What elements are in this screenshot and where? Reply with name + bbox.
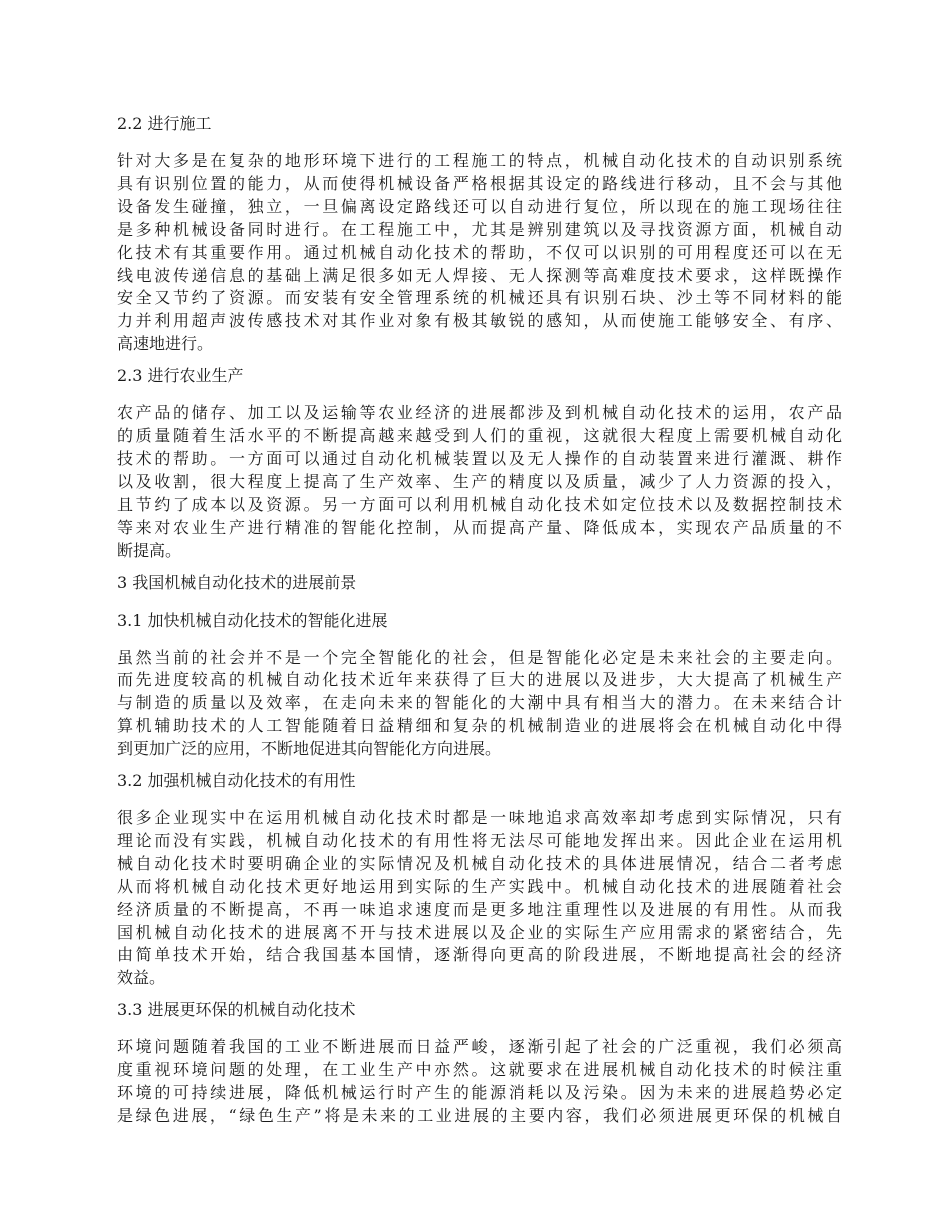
text-line: 具有识别位置的能力，从而使得机械设备严格根据其设定的路线进行移动，且不会与其他 xyxy=(117,173,842,193)
section-3-1 xyxy=(117,609,842,762)
text-line: 技术的帮助。一方面可以通过自动化机械装置以及无人操作的自动装置来进行灌溉、耕作 xyxy=(117,448,842,468)
text-line: 是绿色进展，“绿色生产”将是未来的工业进展的主要内容，我们必须进展更环保的机械自 xyxy=(117,1106,842,1125)
document-body xyxy=(117,112,842,1136)
section-heading: 3.2 加强机械自动化技术的有用性 xyxy=(117,771,356,791)
text-line: 从而将机械自动化技术更好地运用到实际的生产实践中。机械自动化技术的进展随着社会 xyxy=(117,876,842,896)
paragraph xyxy=(117,807,842,990)
section-heading: 2.3 进行农业生产 xyxy=(117,366,244,386)
section-3-3 xyxy=(117,998,842,1128)
text-line: 算机辅助技术的人工智能随着日益精细和复杂的机械制造业的进展将会在机械自动化中得 xyxy=(117,716,842,736)
text-line: 高速地进行。 xyxy=(117,334,214,354)
text-line: 而先进度较高的机械自动化技术近年来获得了巨大的进展以及进步，大大提高了机械生产 xyxy=(117,670,842,690)
text-line: 化技术有其重要作用。通过机械自动化技术的帮助，不仅可以识别的可用程度还可以在无 xyxy=(117,242,842,262)
text-line: 与制造的质量以及效率，在走向未来的智能化的大潮中具有相当大的潜力。在未来结合计 xyxy=(117,693,842,713)
text-line: 设备发生碰撞，独立，一旦偏离设定路线还可以自动进行复位，所以现在的施工现场往往 xyxy=(117,196,842,216)
section-heading: 3.1 加快机械自动化技术的智能化进展 xyxy=(117,610,388,630)
paragraph xyxy=(117,1036,842,1128)
text-line: 由简单技术开始，结合我国基本国情，逐渐得向更高的阶段进展，不断地提高社会的经济 xyxy=(117,945,842,965)
section-2-3 xyxy=(117,364,842,562)
paragraph xyxy=(117,402,842,562)
text-line: 力并利用超声波传感技术对其作业对象有极其敏锐的感知，从而使施工能够安全、有序、 xyxy=(117,311,842,331)
text-line: 到更加广泛的应用，不断地促进其向智能化方向进展。 xyxy=(117,739,502,759)
text-line: 断提高。 xyxy=(117,540,182,560)
text-line: 很多企业现实中在运用机械自动化技术时都是一味地追求高效率却考虑到实际情况，只有 xyxy=(117,808,842,828)
text-line: 安全又节约了资源。而安装有安全管理系统的机械还具有识别石块、沙土等不同材料的能 xyxy=(117,288,842,308)
paragraph xyxy=(117,150,842,356)
section-heading: 2.2 进行施工 xyxy=(117,114,212,133)
text-line: 环境的可持续进展，降低机械运行时产生的能源消耗以及污染。因为未来的进展趋势必定 xyxy=(117,1083,842,1103)
text-line: 效益。 xyxy=(117,968,166,988)
text-line: 的质量随着生活水平的不断提高越来越受到人们的重视，这就很大程度上需要机械自动化 xyxy=(117,426,842,446)
text-line: 线电波传递信息的基础上满足很多如无人焊接、无人探测等高难度技术要求，这样既操作 xyxy=(117,265,842,285)
text-line: 且节约了成本以及资源。另一方面可以利用机械自动化技术如定位技术以及数据控制技术 xyxy=(117,494,842,514)
text-line: 经济质量的不断提高，不再一味追求速度而是更多地注重理性以及进展的有用性。从而我 xyxy=(117,899,842,919)
section-heading: 3 我国机械自动化技术的进展前景 xyxy=(117,572,357,592)
section-2-2 xyxy=(117,112,842,356)
section-3-2 xyxy=(117,769,842,990)
text-line: 针对大多是在复杂的地形环境下进行的工程施工的特点，机械自动化技术的自动识别系统 xyxy=(117,151,842,170)
section-heading: 3.3 进展更环保的机械自动化技术 xyxy=(117,1000,356,1020)
text-line: 等来对农业生产进行精准的智能化控制，从而提高产量、降低成本，实现农产品质量的不 xyxy=(117,517,842,537)
text-line: 是多种机械设备同时进行。在工程施工中，尤其是辨别建筑以及寻找资源方面，机械自动 xyxy=(117,219,842,239)
text-line: 理论而没有实践，机械自动化技术的有用性将无法尽可能地发挥出来。因此企业在运用机 xyxy=(117,830,842,850)
section-3 xyxy=(117,571,842,595)
text-line: 械自动化技术时要明确企业的实际情况及机械自动化技术的具体进展情况，结合二者考虑 xyxy=(117,853,842,873)
paragraph xyxy=(117,647,842,762)
text-line: 虽然当前的社会并不是一个完全智能化的社会，但是智能化必定是未来社会的主要走向。 xyxy=(117,647,842,667)
text-line: 环境问题随着我国的工业不断进展而日益严峻，逐渐引起了社会的广泛重视，我们必须高 xyxy=(117,1037,842,1057)
text-line: 度重视环境问题的处理，在工业生产中亦然。这就要求在进展机械自动化技术的时候注重 xyxy=(117,1060,842,1080)
text-line: 国机械自动化技术的进展离不开与技术进展以及企业的实际生产应用需求的紧密结合，先 xyxy=(117,922,842,942)
text-line: 以及收割，很大程度上提高了生产效率、生产的精度以及质量，减少了人力资源的投入， xyxy=(117,471,842,491)
text-line: 农产品的储存、加工以及运输等农业经济的进展都涉及到机械自动化技术的运用，农产品 xyxy=(117,403,842,423)
